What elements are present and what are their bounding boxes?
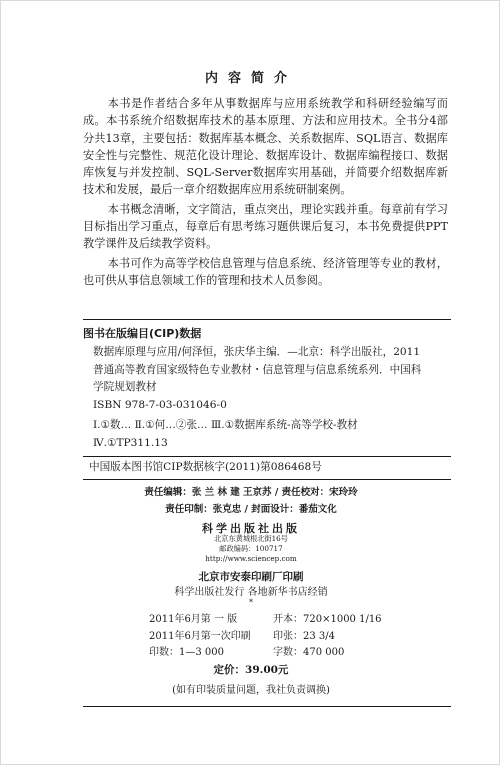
divider xyxy=(83,479,451,480)
publisher-name: 科学出版社出版 xyxy=(202,522,300,535)
editor-credits: 责任编辑：张 兰 林 建 王京苏 / 责任校对：宋玲玲 xyxy=(144,487,358,498)
format-info: 开本：720×1000 1/16 xyxy=(273,614,382,625)
quality-notice: (如有印装质量问题，我社负责调换) xyxy=(172,685,330,696)
price: 定价：39.00元 xyxy=(213,664,289,676)
summary-paragraph: 本书是作者结合多年从事数据库与应用系统教学和科研经验编写而成。本书系统介绍数据库技术的基本原理、方法和应用技术。全书分4部分共13章，主要包括：数据库基本概念、关系数据库、SQL语言、数据库安全性与完整性、规范化设计理论、数据库设计、数据库编程接口、数据库恢复与并发控制、SQL-Server数据库实用基础，并简要介绍数据库新技术和发展，最后一章介绍数据库应用系统研制案例。 xyxy=(83,97,448,197)
book-summary xyxy=(83,95,448,291)
separator-star: * xyxy=(249,598,253,607)
cip-line: Ⅰ.①数… Ⅱ.①何…②张… Ⅲ.①数据库系统-高等学校-教材 xyxy=(93,419,358,431)
quantity-info: 印数：1—3 000 xyxy=(149,647,224,658)
publisher-address: 北京东黄城根北街16号 xyxy=(214,534,288,543)
summary-paragraph: 本书可作为高等学校信息管理与信息系统、经济管理等专业的教材，也可供从事信息领域工作的管理和技术人员参阅。 xyxy=(83,256,448,287)
summary-paragraph: 本书概念清晰，文字简洁，重点突出，理论实践并重。每章前有学习目标指出学习重点，每章后有思考练习题供课后复习，本书免费提供PPT教学课件及后续教学资料。 xyxy=(83,202,448,251)
page-title: 内容简介 xyxy=(204,71,297,86)
printing-info: 2011年6月第一次印刷 xyxy=(149,631,251,642)
divider xyxy=(83,706,451,707)
publisher-postcode: 邮政编码：100717 xyxy=(219,544,283,553)
cip-line: 学院规划教材 xyxy=(93,381,157,393)
sheets-info: 印张：23 3/4 xyxy=(273,631,335,642)
cip-heading: 图书在版编目(CIP)数据 xyxy=(83,327,202,340)
print-credits: 责任印制：张克忠 / 封面设计：番茄文化 xyxy=(165,504,337,515)
distribution-info: 科学出版社发行 各地新华书店经销 xyxy=(174,587,328,598)
divider xyxy=(83,456,451,457)
divider xyxy=(83,319,451,320)
printer-name: 北京市安泰印刷厂印刷 xyxy=(198,571,304,583)
cip-approval-number: 中国版本图书馆CIP数据核字(2011)第086468号 xyxy=(89,461,322,473)
cip-isbn: ISBN 978-7-03-031046-0 xyxy=(93,399,227,411)
cip-line: 数据库原理与应用/何泽恒，张庆华主编．—北京：科学出版社，2011 xyxy=(93,346,421,358)
edition-info: 2011年6月第 一 版 xyxy=(149,614,238,625)
word-count-info: 字数：470 000 xyxy=(273,647,345,658)
cip-line: Ⅳ.①TP311.13 xyxy=(93,437,168,449)
publisher-website: http://www.sciencep.com xyxy=(205,554,297,563)
cip-line: 普通高等教育国家级特色专业教材・信息管理与信息系统系列．中国科 xyxy=(93,364,422,376)
